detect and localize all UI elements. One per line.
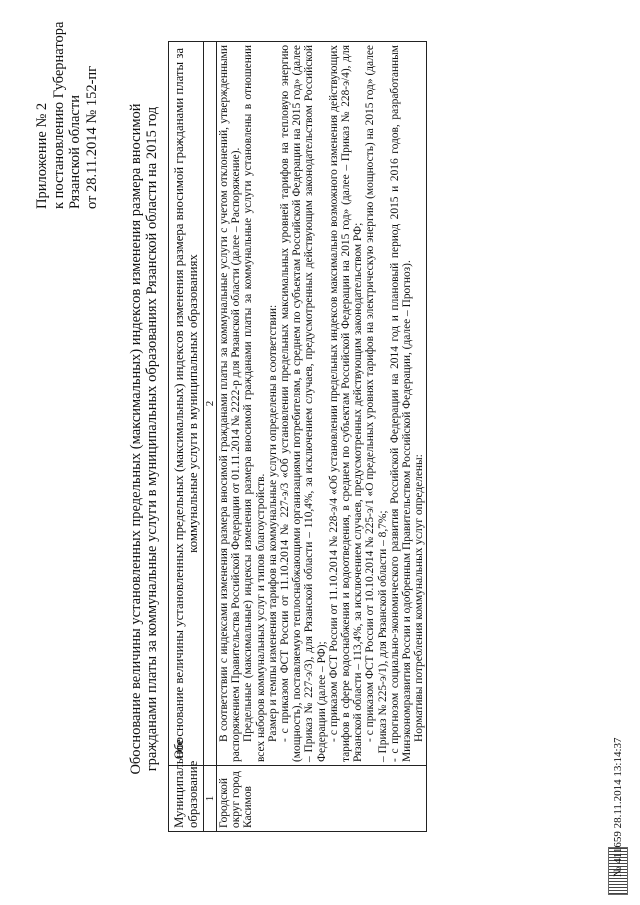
column-number: 2 (204, 42, 217, 766)
table-header-row (169, 42, 204, 832)
appendix-line: Рязанской области (67, 95, 83, 209)
paragraph: - с приказом ФСТ России от 11.10.2014 № 228-э/4 «Об установлении предельных индексов максимально возможного изменения действующих тарифов в сфере водоснабжения и водоотведения, в среднем по субъектам Российской Федерации на 2015 год» (далее – Приказ № 228-э/4), для Рязанской области – 113,4%, за исключением случаев, предусмотренных действующим законодательством РФ; (327, 45, 365, 762)
column-number-row (204, 42, 217, 832)
appendix-header (34, 9, 100, 209)
document-title (128, 19, 160, 859)
paragraph: - с приказом ФСТ России от 11.10.2014 № 227-э/3 «Об установлении предельных максимальных уровней тарифов на тепловую энергию (мощность), поставляемую теплоснабжающими организациями потребителям, в среднем по субъектам Российской Федерации на 2015 год» (далее – Приказ № 227-э/3), для Рязанской области – 110,4%, за исключением случаев, предусмотренных действующим законодательством Российской Федерации (далее – РФ); (279, 45, 328, 762)
title-line: Обоснование величины установленных предельных (максимальных) индексов изменения размера вносимой (128, 103, 144, 775)
appendix-line: от 28.11.2014 № 152-пг (83, 65, 100, 209)
appendix-line: Приложение № 2 (34, 102, 50, 209)
municipality-cell: Городской округ город Касимов (217, 766, 427, 832)
paragraph: - с приказом ФСТ России от 10.10.2014 № 225-э/1 «О предельных уровнях тарифов на электрическую энергию (мощность) на 2015 год» (далее – Приказ № 225-э/1), для Рязанской области – 8,7%; (364, 45, 389, 762)
table-row (217, 42, 427, 832)
paragraph: В соответствии с индексами изменения размера вносимой гражданами платы за коммунальные услуги с учетом отклонений, утвержденными распоряжением Правительства Российской Федерации от 01.11.2014 № 2222-р для Рязанской области (далее – Распоряжение). (218, 45, 243, 762)
paragraph: - с прогнозом социально-экономического развития Российской Федерации на 2014 год и плановый период 2015 и 2016 годов, разработанным Минэкономразвития России и одобренным Правительством Российской Федерации, (далее – Прогноз). (388, 45, 414, 762)
paragraph: Размер и темпы изменения тарифов на коммунальные услуги определены в соответствии: (266, 304, 279, 742)
column-number: 1 (204, 766, 217, 832)
title-line: гражданами платы за коммунальные услуги в муниципальных образованиях Рязанской области на 2015 год (144, 106, 160, 772)
header-justification: Обоснование величины установленных предельных (максимальных) индексов изменения размера вносимой гражданами платы за коммунальные услуги в муниципальных образованиях (169, 42, 204, 766)
appendix-line: к постановлению Губернатора (50, 21, 67, 209)
paragraph: Предельные (максимальные) индексы изменения размера вносимой гражданами платы за коммунальные услуги установлены в отношении всех наборов коммунальных услуг и типов благоустройств. (242, 45, 267, 762)
header-municipality: Муниципальное образование (169, 766, 204, 832)
justification-cell (217, 42, 427, 766)
justification-table (168, 41, 427, 832)
registration-stamp: № 411659 28.11.2014 13:14:37 (612, 737, 624, 877)
paragraph: Нормативы потребления коммунальных услуг определены: (413, 454, 426, 742)
